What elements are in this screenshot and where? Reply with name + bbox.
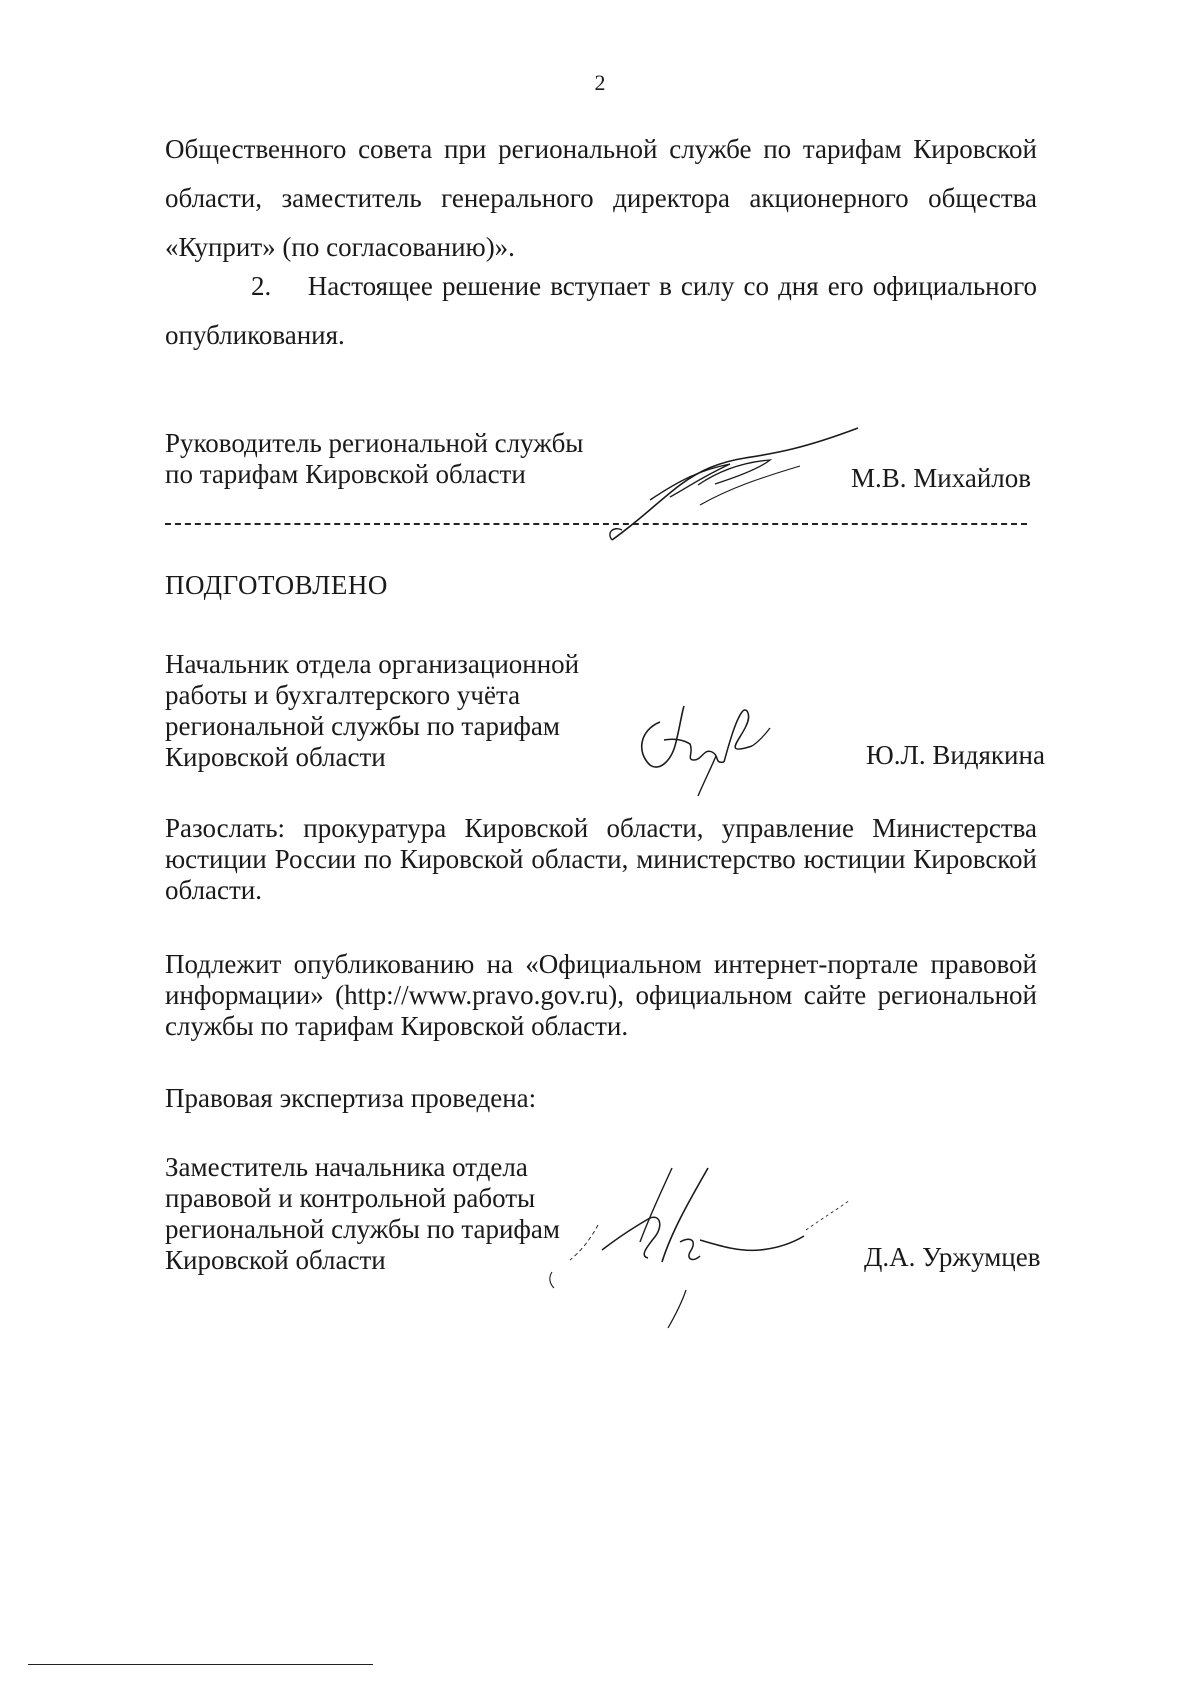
continuation-paragraph: Общественного совета при региональной службе по тарифам Кировской области, заместитель генерального директора акционерного общества «Куприт» (по согласованию)». [165, 134, 1037, 262]
prepared-title-line: Кировской области [165, 742, 386, 772]
publication-paragraph: Подлежит опубликованию на «Официальном интернет-портале правовой информации» (http://www.pravo.gov.ru), официальном сайте региональной службы по тарифам Кировской области. [165, 949, 1037, 1041]
footnote-rule [28, 1664, 373, 1665]
prepared-title-line: региональной службы по тарифам [165, 711, 560, 741]
prepared-title-line: работы и бухгалтерского учёта [165, 680, 521, 710]
signatory-title-line: Руководитель региональной службы [165, 428, 584, 458]
prepared-heading: ПОДГОТОВЛЕНО [165, 570, 388, 600]
legal-review-title-line: правовой и контрольной работы [165, 1183, 536, 1213]
legal-review-title-line: Кировской области [165, 1245, 386, 1275]
legal-review-heading: Правовая экспертиза проведена: [165, 1083, 537, 1113]
legal-review-title-line: Заместитель начальника отдела [165, 1152, 528, 1182]
prepared-name: Ю.Л. Видякина [866, 740, 1045, 770]
prepared-title-line: Начальник отдела организационной [165, 649, 580, 679]
clause-text: Настоящее решение вступает в силу со дня его официального опубликования. [165, 271, 1038, 350]
clause-number: 2. [251, 271, 272, 301]
distribution-paragraph: Разослать: прокуратура Кировской области, управление Министерства юстиции России по Кировской области, министерство юстиции Кировской области. [165, 813, 1037, 905]
signatory-title-line: по тарифам Кировской области [165, 459, 526, 489]
page-number: 2 [594, 70, 606, 95]
legal-review-name: Д.А. Уржумцев [864, 1242, 1041, 1272]
legal-review-title-line: региональной службы по тарифам [165, 1214, 560, 1244]
signatory-name: М.В. Михайлов [851, 463, 1032, 493]
